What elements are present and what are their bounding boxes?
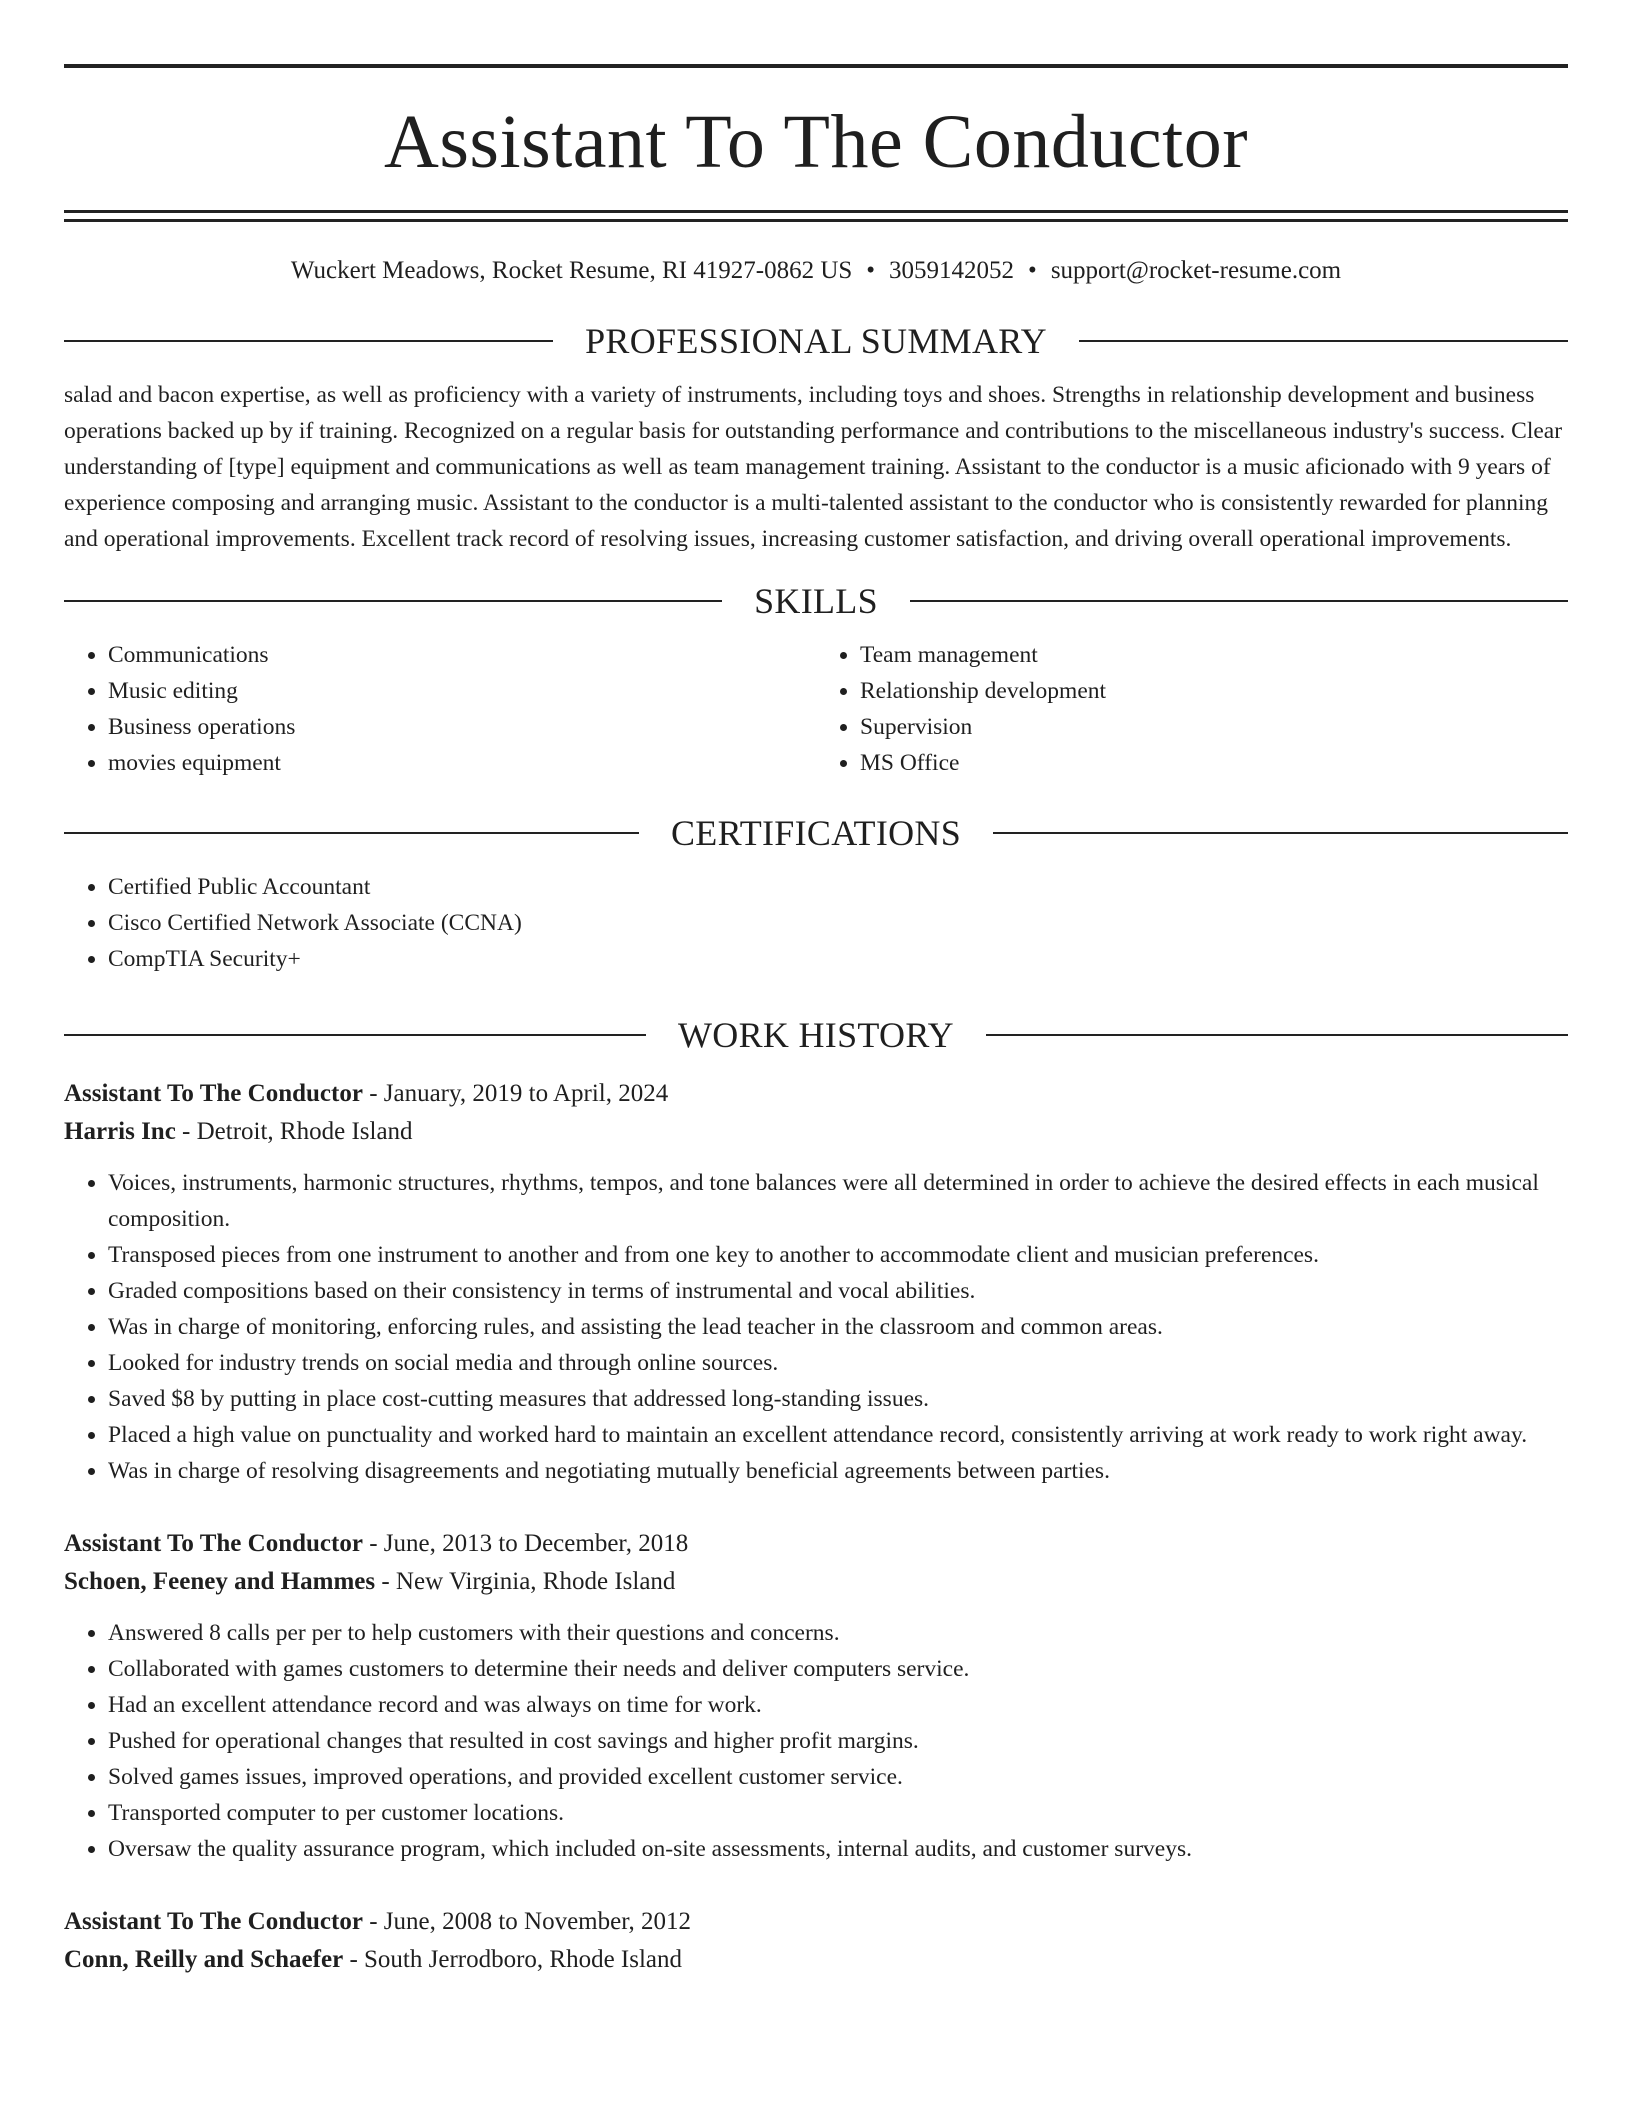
section-header-summary	[64, 323, 1568, 359]
job-bullet: • Was in charge of monitoring, enforcing rules, and assisting the lead teacher in the classroom and common areas.	[108, 1309, 1568, 1345]
job-bullet: • Saved $8 by putting in place cost-cutting measures that addressed long-standing issues.	[108, 1381, 1568, 1417]
job-bullets	[64, 1165, 1568, 1489]
skills-list	[64, 637, 1568, 781]
section-title: PROFESSIONAL SUMMARY	[585, 321, 1047, 361]
contact-email: support@rocket-resume.com	[1050, 257, 1342, 284]
job-location: - Detroit, Rhode Island	[175, 1118, 413, 1145]
section-header-certifications	[64, 815, 1568, 851]
skill-item: • MS Office	[860, 745, 1568, 781]
job-title: Assistant To The Conductor	[64, 1530, 363, 1557]
section-rule	[64, 600, 722, 602]
job-bullet: • Was in charge of resolving disagreements and negotiating mutually beneficial agreements between parties.	[108, 1453, 1568, 1489]
job-company: Harris Inc	[64, 1118, 176, 1145]
job-bullet: • Oversaw the quality assurance program, which included on-site assessments, internal audits, and customer surveys.	[108, 1831, 1568, 1867]
section-title: SKILLS	[754, 581, 878, 621]
job-bullet: • Graded compositions based on their consistency in terms of instrumental and vocal abilities.	[108, 1273, 1568, 1309]
job-dates: - June, 2008 to November, 2012	[362, 1908, 692, 1935]
job-bullet: • Looked for industry trends on social media and through online sources.	[108, 1345, 1568, 1381]
skill-item: • Supervision	[860, 709, 1568, 745]
job-location: - New Virginia, Rhode Island	[375, 1568, 676, 1595]
section-header-skills	[64, 583, 1568, 619]
certification-item: • Cisco Certified Network Associate (CCNA)	[108, 905, 1568, 941]
section-rule	[64, 832, 639, 834]
job-company: Conn, Reilly and Schaefer	[64, 1946, 344, 1973]
job-company-line	[64, 1113, 1568, 1151]
job-location: - South Jerrodboro, Rhode Island	[343, 1946, 683, 1973]
section-title: WORK HISTORY	[678, 1015, 954, 1055]
job-bullet: • Pushed for operational changes that resulted in cost savings and higher profit margins.	[108, 1723, 1568, 1759]
skills-column-right	[816, 637, 1568, 781]
summary-text: salad and bacon expertise, as well as proficiency with a variety of instruments, including toys and shoes. Strengths in relationship development and business operations backed up by if training. Recognized on a regular basis for outstanding performance and contributions to the miscellaneous industry's success. Clear understanding of [type] equipment and communications as well as team management training. Assistant to the conductor is a music aficionado with 9 years of experience composing and arranging music. Assistant to the conductor is a multi-talented assistant to the conductor who is consistently rewarded for planning and operational improvements. Excellent track record of resolving issues, increasing customer satisfaction, and driving overall operational improvements.	[64, 382, 1563, 552]
section-rule	[64, 340, 553, 342]
section-rule	[1079, 340, 1568, 342]
section-rule	[64, 1034, 646, 1036]
job-company-line	[64, 1563, 1568, 1601]
job-title-line	[64, 1903, 1568, 1941]
section-rule	[986, 1034, 1568, 1036]
contact-address: Wuckert Meadows, Rocket Resume, RI 41927-0862 US	[290, 257, 853, 284]
certification-item: • Certified Public Accountant	[108, 869, 1568, 905]
job-bullet: • Collaborated with games customers to determine their needs and deliver computers service.	[108, 1651, 1568, 1687]
resume-title: Assistant To The Conductor	[383, 100, 1249, 184]
job-entry	[64, 1075, 1568, 1489]
job-title-line	[64, 1075, 1568, 1113]
job-dates: - June, 2013 to December, 2018	[362, 1530, 689, 1557]
certification-item: • CompTIA Security+	[108, 941, 1568, 977]
job-bullet: • Transported computer to per customer locations.	[108, 1795, 1568, 1831]
contact-separator: •	[866, 257, 876, 284]
job-entry	[64, 1525, 1568, 1867]
contact-separator: •	[1028, 257, 1037, 284]
skill-item: • Music editing	[108, 673, 816, 709]
job-title: Assistant To The Conductor	[64, 1080, 363, 1107]
skill-item: • movies equipment	[108, 745, 816, 781]
resume-page	[64, 64, 1568, 1979]
job-bullet: • Solved games issues, improved operations, and provided excellent customer service.	[108, 1759, 1568, 1795]
contact-line	[64, 258, 1568, 283]
job-bullet: • Voices, instruments, harmonic structures, rhythms, tempos, and tone balances were all determined in order to achieve the desired effects in each musical composition.	[108, 1165, 1568, 1237]
job-dates: - January, 2019 to April, 2024	[362, 1080, 669, 1107]
job-title-line	[64, 1525, 1568, 1563]
job-bullet: • Placed a high value on punctuality and worked hard to maintain an excellent attendance record, consistently arriving at work ready to work right away.	[108, 1417, 1568, 1453]
skill-item: • Business operations	[108, 709, 816, 745]
job-bullet: • Transposed pieces from one instrument to another and from one key to another to accommodate client and musician preferences.	[108, 1237, 1568, 1273]
skill-item: • Team management	[860, 637, 1568, 673]
job-company-line	[64, 1941, 1568, 1979]
skills-column-left	[64, 637, 816, 781]
job-bullet: • Had an excellent attendance record and was always on time for work.	[108, 1687, 1568, 1723]
skill-item: • Communications	[108, 637, 816, 673]
job-company: Schoen, Feeney and Hammes	[64, 1568, 376, 1595]
section-header-work-history	[64, 1017, 1568, 1053]
certifications-list	[64, 869, 1568, 977]
job-bullet: • Answered 8 calls per per to help customers with their questions and concerns.	[108, 1615, 1568, 1651]
title-double-rule	[64, 210, 1568, 222]
section-rule	[993, 832, 1568, 834]
contact-phone: 3059142052	[889, 257, 1015, 284]
job-entry	[64, 1903, 1568, 1979]
skill-item: • Relationship development	[860, 673, 1568, 709]
section-title: CERTIFICATIONS	[670, 813, 962, 853]
job-bullets	[64, 1615, 1568, 1867]
section-rule	[910, 600, 1568, 602]
job-title: Assistant To The Conductor	[64, 1908, 363, 1935]
